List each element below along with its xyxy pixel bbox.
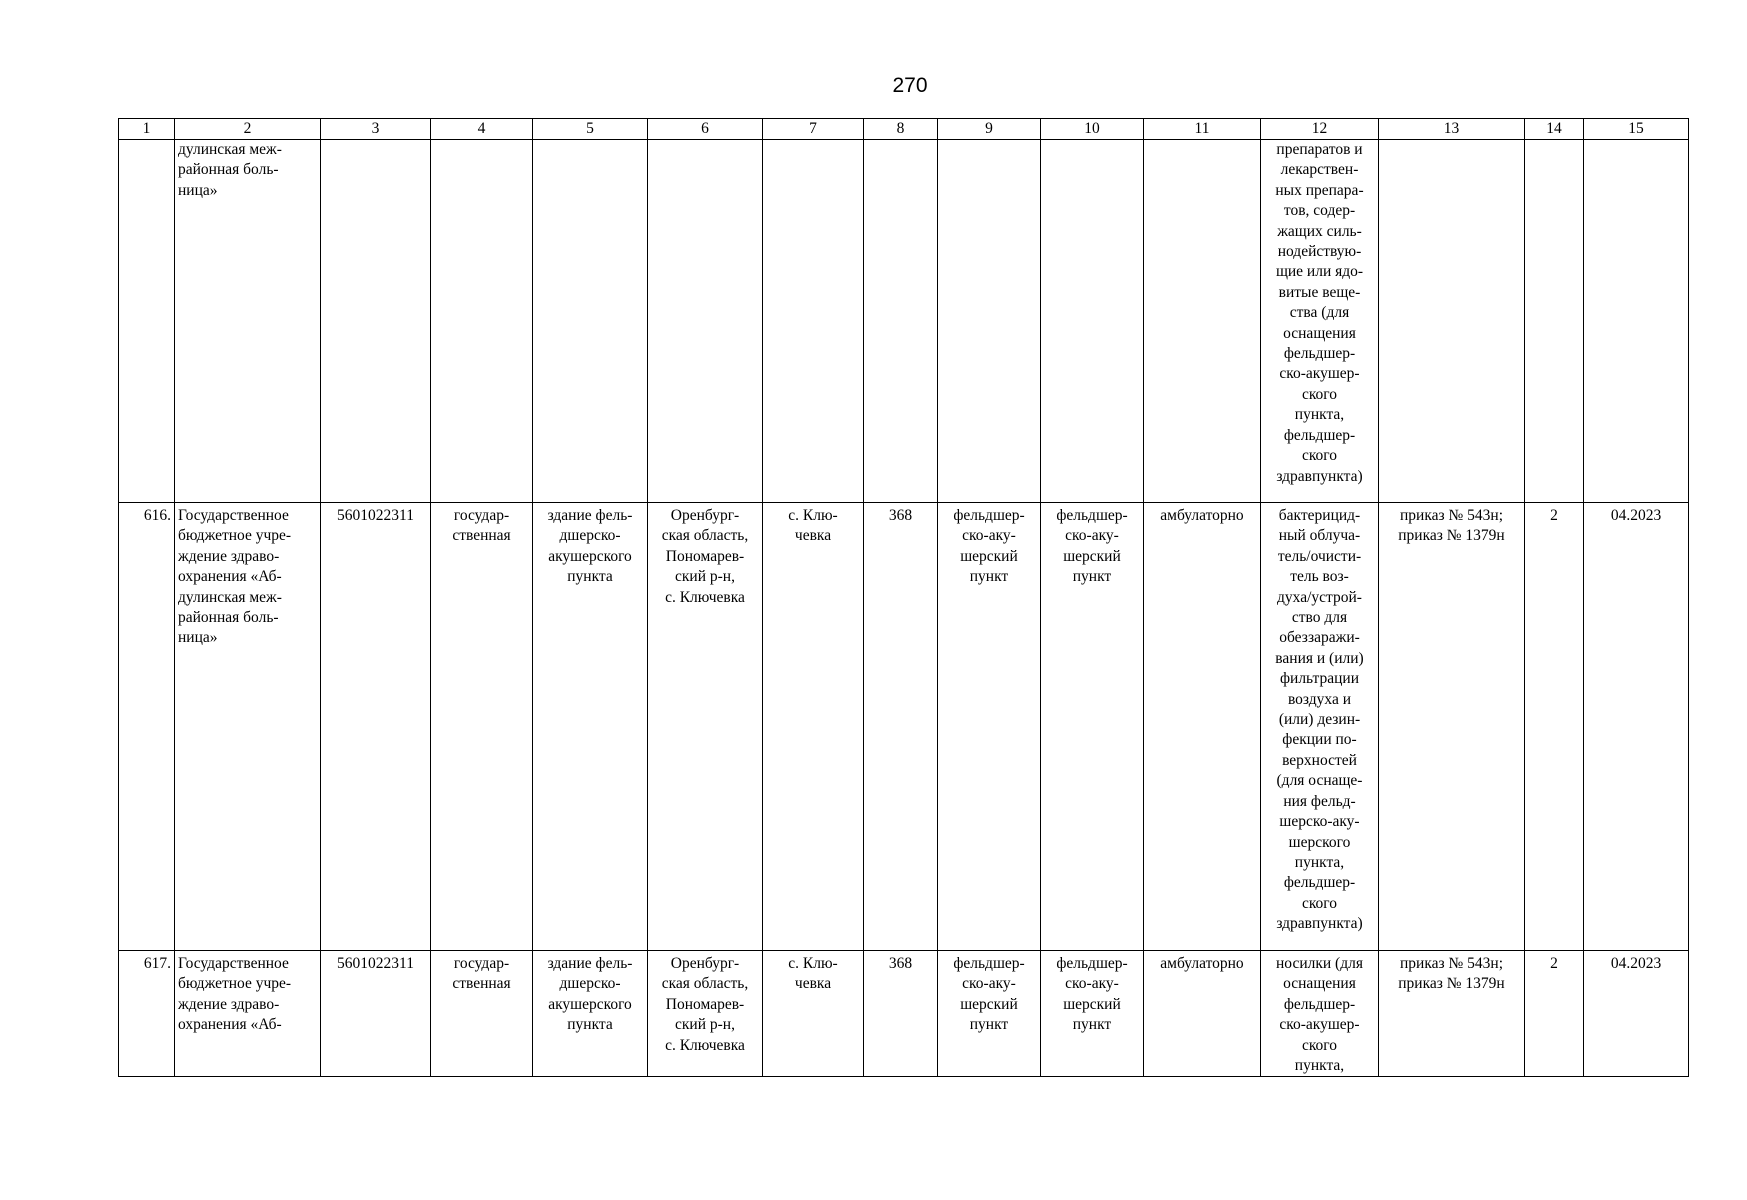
cell-care-form bbox=[1144, 140, 1261, 503]
cell-row-number: 616. bbox=[119, 503, 175, 951]
cell-date bbox=[1584, 140, 1689, 503]
cell-equipment: препаратов и лекарствен- ных препара- тов, содер- жащих силь- нодействую- щие или ядо- витые веще- ства (для оснащения фельдшер- ско-акушер- ского пункта, фельдшер- ского здравпункта) bbox=[1261, 140, 1379, 503]
cell-unit-type: фельдшер- ско-аку- шерский пункт bbox=[1041, 951, 1144, 1077]
column-number-header-row bbox=[119, 119, 1689, 140]
column-header: 3 bbox=[321, 119, 431, 140]
cell-care-form: амбулаторно bbox=[1144, 951, 1261, 1077]
table-row-617 bbox=[119, 951, 1689, 1077]
column-header: 10 bbox=[1041, 119, 1144, 140]
cell-organization: Государственное бюджетное учре- ждение здраво- охранения «Аб- bbox=[175, 951, 321, 1077]
cell-ownership: государ- ственная bbox=[431, 503, 533, 951]
column-header: 7 bbox=[763, 119, 864, 140]
cell-building: здание фель- дшерско- акушерского пункта bbox=[533, 503, 648, 951]
cell-facility-type: фельдшер- ско-аку- шерский пункт bbox=[938, 503, 1041, 951]
cell-row-number bbox=[119, 140, 175, 503]
column-header: 12 bbox=[1261, 119, 1379, 140]
cell-address: Оренбург- ская область, Пономарев- ский р-н, с. Ключевка bbox=[648, 503, 763, 951]
cell-facility-type: фельдшер- ско-аку- шерский пункт bbox=[938, 951, 1041, 1077]
cell-unit-type: фельдшер- ско-аку- шерский пункт bbox=[1041, 503, 1144, 951]
cell-quantity bbox=[1525, 140, 1584, 503]
page-number: 270 bbox=[892, 74, 928, 97]
column-header: 14 bbox=[1525, 119, 1584, 140]
column-header: 15 bbox=[1584, 119, 1689, 140]
cell-inn bbox=[321, 140, 431, 503]
cell-settlement: с. Клю- чевка bbox=[763, 951, 864, 1077]
table-row-continuation bbox=[119, 140, 1689, 503]
cell-quantity: 2 bbox=[1525, 951, 1584, 1077]
cell-building: здание фель- дшерско- акушерского пункта bbox=[533, 951, 648, 1077]
cell-equipment: бактерицид- ный облуча- тель/очисти- тель воз- духа/устрой- ство для обеззаражи- вания и (или) фильтрации воздуха и (или) дезин- фекции по- верхностей (для оснаще- ния фельд- шерско-аку- шерского пункта, фельдшер- ского здравпункта) bbox=[1261, 503, 1379, 951]
cell-care-form: амбулаторно bbox=[1144, 503, 1261, 951]
cell-population bbox=[864, 140, 938, 503]
cell-address: Оренбург- ская область, Пономарев- ский р-н, с. Ключевка bbox=[648, 951, 763, 1077]
column-header: 13 bbox=[1379, 119, 1525, 140]
cell-population: 368 bbox=[864, 503, 938, 951]
table-row-616 bbox=[119, 503, 1689, 951]
cell-population: 368 bbox=[864, 951, 938, 1077]
cell-date: 04.2023 bbox=[1584, 951, 1689, 1077]
column-header: 5 bbox=[533, 119, 648, 140]
cell-order bbox=[1379, 140, 1525, 503]
cell-inn: 5601022311 bbox=[321, 503, 431, 951]
cell-ownership: государ- ственная bbox=[431, 951, 533, 1077]
cell-order: приказ № 543н; приказ № 1379н bbox=[1379, 503, 1525, 951]
column-header: 2 bbox=[175, 119, 321, 140]
column-header: 8 bbox=[864, 119, 938, 140]
column-header: 11 bbox=[1144, 119, 1261, 140]
cell-row-number: 617. bbox=[119, 951, 175, 1077]
cell-organization: Государственное бюджетное учре- ждение здраво- охранения «Аб- дулинская меж- районная боль- ница» bbox=[175, 503, 321, 951]
cell-date: 04.2023 bbox=[1584, 503, 1689, 951]
cell-facility-type bbox=[938, 140, 1041, 503]
cell-quantity: 2 bbox=[1525, 503, 1584, 951]
cell-organization: дулинская меж- районная боль- ница» bbox=[175, 140, 321, 503]
cell-settlement bbox=[763, 140, 864, 503]
cell-settlement: с. Клю- чевка bbox=[763, 503, 864, 951]
cell-ownership bbox=[431, 140, 533, 503]
cell-equipment: носилки (для оснащения фельдшер- ско-акушер- ского пункта, bbox=[1261, 951, 1379, 1077]
cell-address bbox=[648, 140, 763, 503]
column-header: 6 bbox=[648, 119, 763, 140]
column-header: 9 bbox=[938, 119, 1041, 140]
cell-order: приказ № 543н; приказ № 1379н bbox=[1379, 951, 1525, 1077]
column-header: 1 bbox=[119, 119, 175, 140]
registry-table bbox=[118, 118, 1689, 1077]
cell-inn: 5601022311 bbox=[321, 951, 431, 1077]
cell-building bbox=[533, 140, 648, 503]
column-header: 4 bbox=[431, 119, 533, 140]
cell-unit-type bbox=[1041, 140, 1144, 503]
